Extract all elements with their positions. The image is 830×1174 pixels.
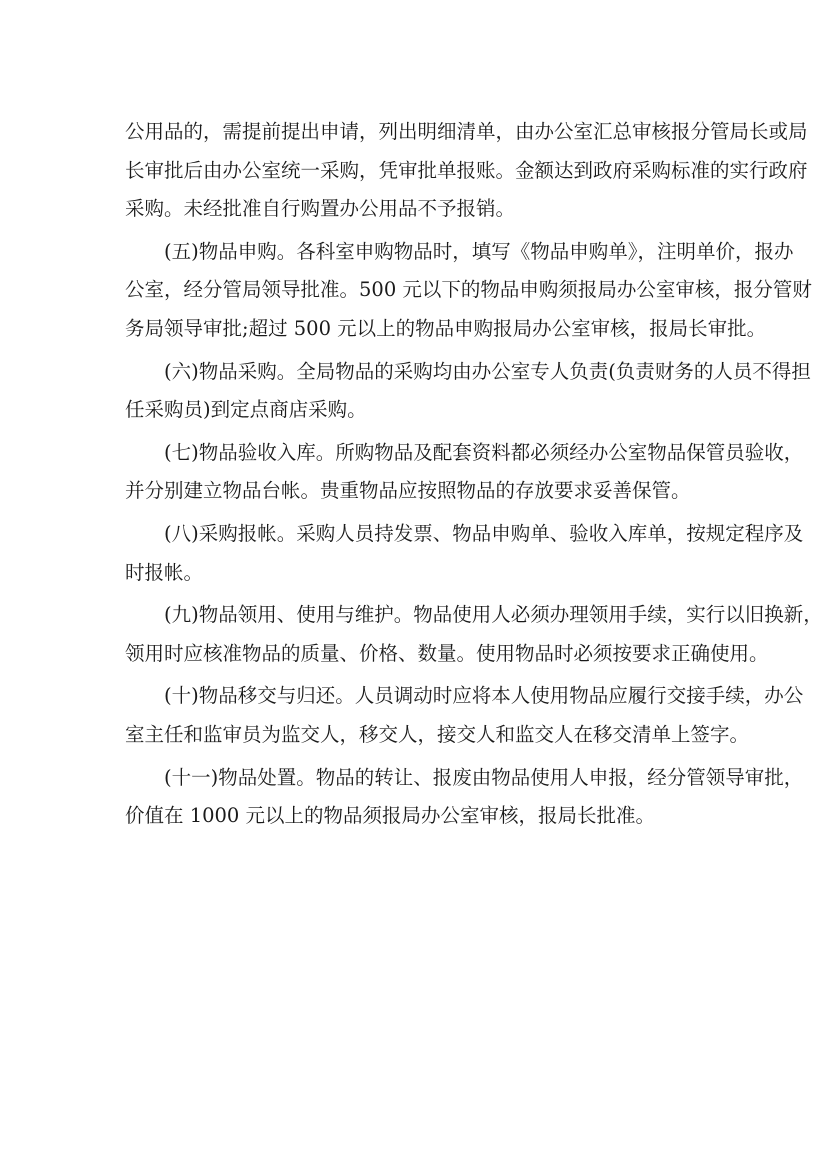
text-line: (九)物品领用、使用与维护。物品使用人必须办理领用手续，实行以旧换新， [164, 603, 823, 627]
text-line: (六)物品采购。全局物品的采购均由办公室专人负责(负责财务的人员不得担 [164, 359, 811, 383]
paragraph [125, 113, 808, 229]
text-line: 长审批后由办公室统一采购，凭审批单报账。金额达到政府采购标准的实行政府 [125, 158, 808, 182]
paragraph [125, 677, 804, 754]
text-line: (五)物品申购。各科室申购物品时，填写《物品申购单》，注明单价，报办 [164, 239, 794, 263]
paragraph [125, 759, 804, 836]
text-line: 公用品的，需提前提出申请，列出明细清单，由办公室汇总审核报分管局长或局 [125, 120, 808, 143]
text-line: (八)采购报帐。采购人员持发票、物品申购单、验收入库单，按规定程序及 [164, 521, 804, 545]
text-line: (十)物品移交与归还。人员调动时应将本人使用物品应履行交接手续，办公 [164, 684, 804, 708]
text-line: 公室，经分管局领导批准。500 元以下的物品申购须报局办公室审核，报分管财 [125, 278, 812, 302]
text-line: 采购。未经批准自行购置办公用品不予报销。 [125, 197, 516, 221]
text-line: (七)物品验收入库。所购物品及配套资料都必须经办公室物品保管员验收， [164, 440, 804, 464]
text-line: 时报帐。 [125, 560, 204, 584]
paragraph [125, 434, 804, 511]
text-line: (十一)物品处置。物品的转让、报废由物品使用人申报，经分管领导审批， [164, 765, 804, 789]
text-line: 价值在 1000 元以上的物品须报局办公室审核，报局长批准。 [125, 804, 656, 828]
document-body [125, 113, 823, 840]
paragraph [125, 596, 823, 673]
text-line: 务局领导审批;超过 500 元以上的物品申购报局办公室审核，报局长审批。 [125, 316, 767, 340]
paragraph [125, 233, 812, 349]
text-line: 领用时应核准物品的质量、价格、数量。使用物品时必须按要求正确使用。 [125, 641, 769, 665]
text-line: 任采购员)到定点商店采购。 [125, 398, 367, 422]
text-line: 室主任和监审员为监交人，移交人，接交人和监交人在移交清单上签字。 [125, 722, 750, 746]
paragraph [125, 353, 811, 430]
paragraph [125, 515, 804, 592]
text-line: 并分别建立物品台帐。贵重物品应按照物品的存放要求妥善保管。 [125, 479, 691, 503]
